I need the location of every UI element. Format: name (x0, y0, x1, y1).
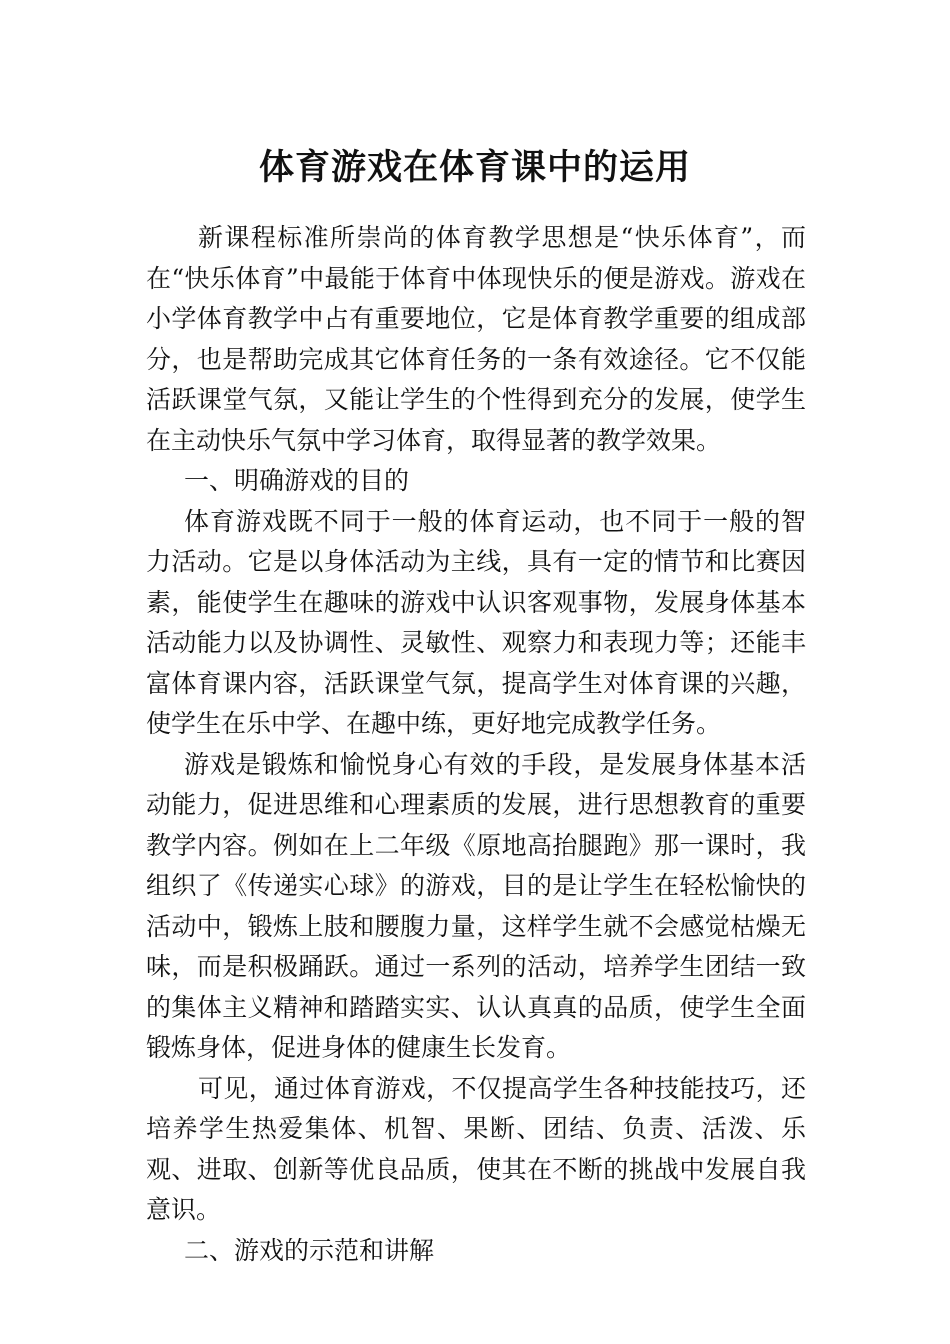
paragraph-intro: 新课程标准所崇尚的体育教学思想是“快乐体育”，而在“快乐体育”中最能于体育中体现快乐的便是游戏。游戏在小学体育教学中占有重要地位，它是体育教学重要的组成部分，也是帮助完成其它体育任务的一条有效途径。它不仅能活跃课堂气氛，又能让学生的个性得到充分的发展，使学生在主动快乐气氛中学习体育，取得显著的教学效果。 (146, 223, 806, 455)
paragraph-conclusion: 可见，通过体育游戏，不仅提高学生各种技能技巧，还培养学生热爱集体、机智、果断、团结、负责、活泼、乐观、进取、创新等优良品质，使其在不断的挑战中发展自我意识。 (146, 1073, 806, 1224)
section-heading-2: 二、游戏的示范和讲解 (184, 1235, 435, 1265)
document-body (146, 218, 806, 1271)
section-heading-1: 一、明确游戏的目的 (184, 466, 410, 495)
document-title: 体育游戏在体育课中的运用 (258, 147, 691, 188)
paragraph-example: 游戏是锻炼和愉悦身心有效的手段，是发展身体基本活动能力，促进思维和心理素质的发展，进行思想教育的重要教学内容。例如在上二年级《原地高抬腿跑》那一课时，我组织了《传递实心球》的游戏，目的是让学生在轻松愉快的活动中，锻炼上肢和腰腹力量，这样学生就不会感觉枯燥无味，而是积极踊跃。通过一系列的活动，培养学生团结一致的集体主义精神和踏踏实实、认认真真的品质，使学生全面锻炼身体，促进身体的健康生长发育。 (146, 749, 806, 1062)
paragraph-purpose: 体育游戏既不同于一般的体育运动，也不同于一般的智力活动。它是以身体活动为主线，具有一定的情节和比赛因素，能使学生在趣味的游戏中认识客观事物，发展身体基本活动能力以及协调性、灵敏性、观察力和表现力等；还能丰富体育课内容，活跃课堂气氛，提高学生对体育课的兴趣，使学生在乐中学、在趣中练，更好地完成教学任务。 (146, 506, 806, 738)
